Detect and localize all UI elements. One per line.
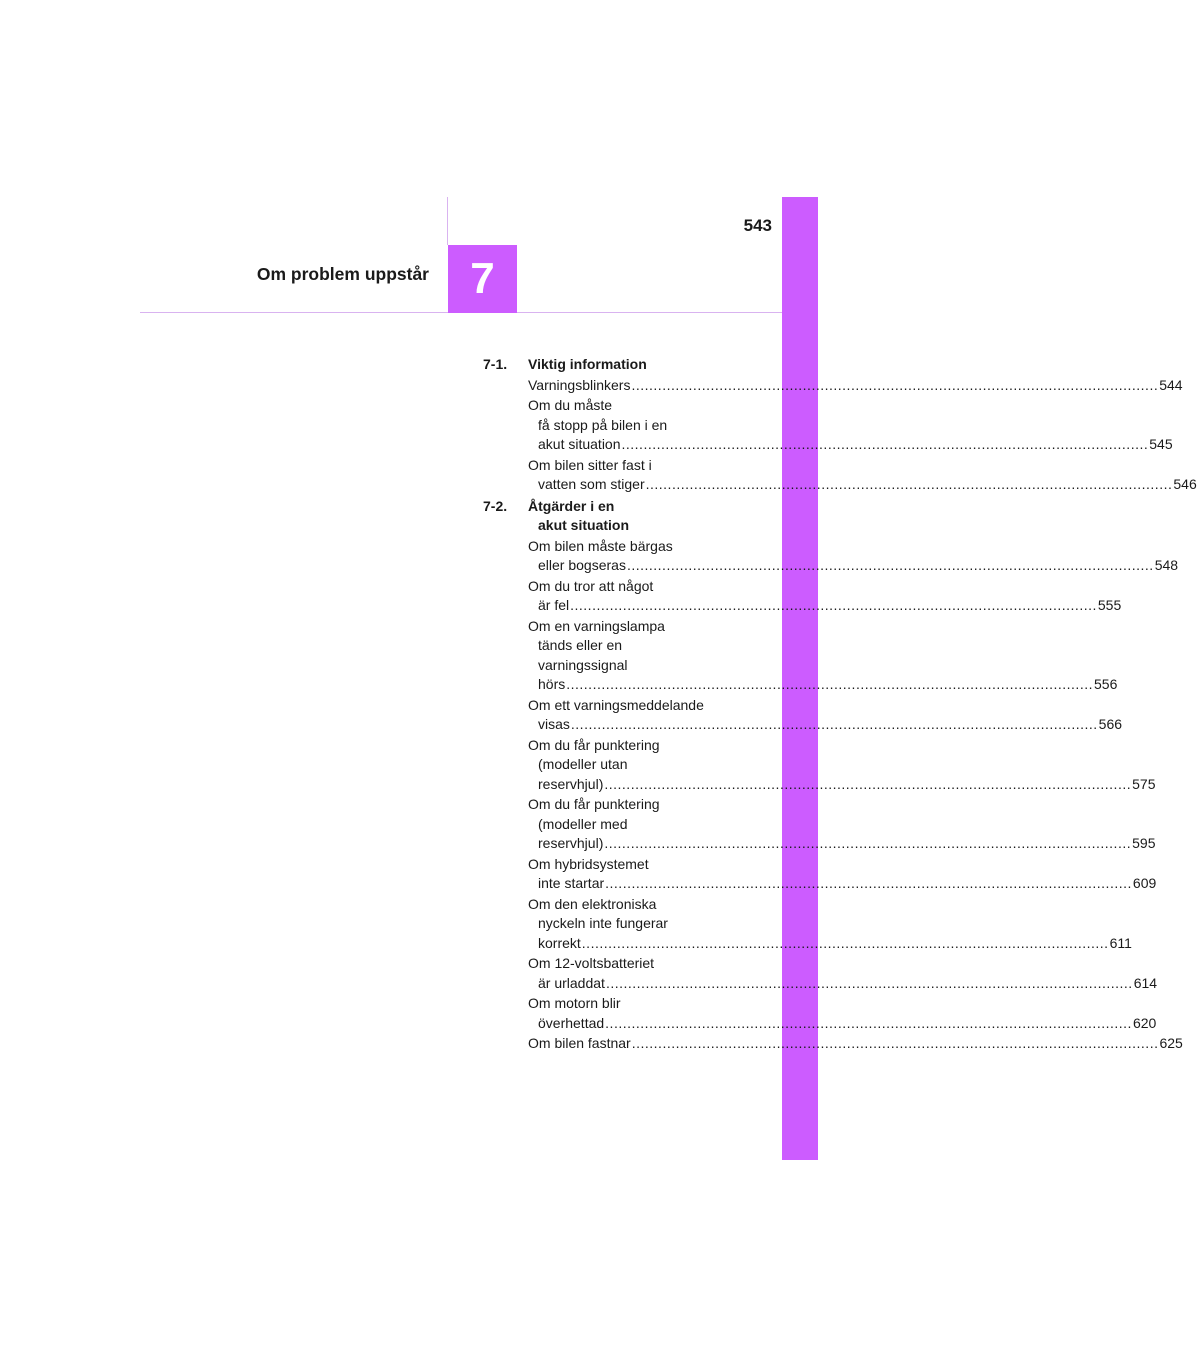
toc-page-number: 556: [1094, 676, 1118, 692]
toc-entry[interactable]: [528, 736, 1156, 795]
toc-page-number: 620: [1132, 1014, 1157, 1031]
toc-entry-label: Om du får punktering: [528, 736, 660, 753]
toc-entry-label: reservhjul): [538, 835, 604, 851]
toc-entry-label: akut situation: [538, 436, 621, 452]
toc-entry-label: Om du måste: [528, 397, 613, 413]
toc-entry-label: reservhjul): [538, 775, 604, 792]
toc-section-number: 7-1.: [483, 356, 508, 372]
toc-entry-label: Om hybridsystemet: [528, 855, 649, 872]
toc-leader-dots: ........................................................................................................................: [631, 376, 1159, 393]
toc-entry[interactable]: [528, 696, 1123, 735]
page-number: 543: [743, 216, 772, 235]
toc-leader-dots: ........................................................................................................................: [645, 476, 1173, 492]
toc-entry-label: överhettad: [538, 1014, 605, 1031]
toc-entry-label: Om 12-voltsbatteriet: [528, 955, 655, 971]
toc-entry-label: Om du tror att något: [528, 577, 654, 594]
toc-entry-label: är urladdat: [538, 974, 605, 991]
toc-entry-label: eller bogseras: [538, 557, 626, 573]
chapter-number-box: 7: [448, 245, 517, 313]
toc-entry-label: Om du får punktering: [528, 796, 660, 812]
toc-entry[interactable]: [528, 795, 1156, 854]
toc-entry-label: (modeller med: [538, 815, 628, 832]
toc-section-title: Åtgärder i en akut situation: [528, 497, 630, 533]
toc-entry-label: varningssignal: [538, 656, 628, 673]
toc-section-heading: [483, 497, 740, 536]
toc-page-number: 566: [1098, 716, 1123, 732]
toc-page-number: 555: [1097, 597, 1122, 613]
toc-entry-label: inte startar: [538, 875, 605, 891]
toc-leader-dots: ........................................................................................................................: [570, 597, 1097, 613]
toc-entry-label: visas: [538, 716, 570, 732]
toc-entry-label: Om motorn blir: [528, 995, 621, 1011]
toc-page-number: 545: [1149, 436, 1173, 452]
toc-entry[interactable]: [528, 376, 1183, 396]
toc-page-number: 546: [1173, 476, 1197, 492]
toc-leader-dots: ........................................................................................................................: [605, 875, 1132, 891]
toc-entry[interactable]: [528, 537, 1179, 576]
toc-entry[interactable]: [528, 895, 1132, 954]
toc-page-number: 609: [1132, 875, 1157, 891]
toc-leader-dots: ........................................................................................................................: [621, 436, 1149, 452]
toc-leader-dots: ........................................................................................................................: [581, 934, 1109, 951]
toc-entry-label: nyckeln inte fungerar: [538, 915, 668, 931]
toc-page-number: 595: [1132, 835, 1156, 851]
toc-entry-label: korrekt: [538, 934, 581, 951]
toc-entry[interactable]: [528, 855, 1157, 894]
toc-entry[interactable]: [528, 954, 1158, 993]
toc-entry-label: tänds eller en: [538, 637, 623, 653]
header-divider-vertical: [447, 197, 448, 245]
toc-section-number: 7-2.: [483, 497, 508, 514]
toc-section-heading: [483, 355, 740, 375]
toc-entry-label: Om den elektroniska: [528, 895, 657, 912]
chapter-title: Om problem uppstår: [256, 264, 429, 284]
toc-leader-dots: ........................................................................................................................: [631, 1035, 1159, 1051]
toc-entry-label: (modeller utan: [538, 756, 628, 772]
toc-entry-label: Om ett varningsmeddelande: [528, 696, 704, 713]
toc-entry-label: få stopp på bilen i en: [538, 416, 668, 433]
toc-section-title: Viktig information: [528, 356, 647, 372]
toc-leader-dots: ........................................................................................................................: [604, 775, 1132, 792]
toc-page-number: 544: [1159, 376, 1183, 393]
toc-leader-dots: ........................................................................................................................: [570, 716, 1098, 732]
toc-entry-label: Varningsblinkers: [528, 376, 631, 393]
toc-entry-label: vatten som stiger: [538, 476, 645, 492]
toc-leader-dots: ........................................................................................................................: [566, 676, 1093, 692]
toc-leader-dots: ........................................................................................................................: [604, 835, 1132, 851]
toc-entry-label: Om bilen sitter fast i: [528, 456, 652, 473]
toc-entry-label: Om en varningslampa: [528, 617, 665, 634]
toc-leader-dots: ........................................................................................................................: [605, 1014, 1132, 1031]
toc-page-number: 575: [1132, 775, 1156, 792]
toc-page-number: 611: [1109, 934, 1132, 951]
toc-entry[interactable]: [528, 456, 1197, 495]
toc-page-number: 614: [1133, 974, 1158, 991]
toc-entry[interactable]: [528, 617, 1118, 695]
toc-entry[interactable]: [528, 1034, 1183, 1054]
toc-leader-dots: ........................................................................................................................: [605, 974, 1133, 991]
toc-page-number: 548: [1154, 557, 1179, 573]
toc-entry-label: hörs: [538, 676, 566, 692]
table-of-contents: [483, 353, 1197, 1054]
toc-page-number: 625: [1159, 1035, 1183, 1051]
toc-entry[interactable]: [528, 577, 1122, 616]
toc-entry-label: Om bilen måste bärgas: [528, 537, 673, 554]
toc-leader-dots: ........................................................................................................................: [626, 557, 1154, 573]
toc-entry-label: Om bilen fastnar: [528, 1035, 631, 1051]
toc-entry[interactable]: [528, 396, 1173, 455]
toc-entry[interactable]: [528, 994, 1157, 1033]
toc-entry-label: är fel: [538, 597, 570, 613]
